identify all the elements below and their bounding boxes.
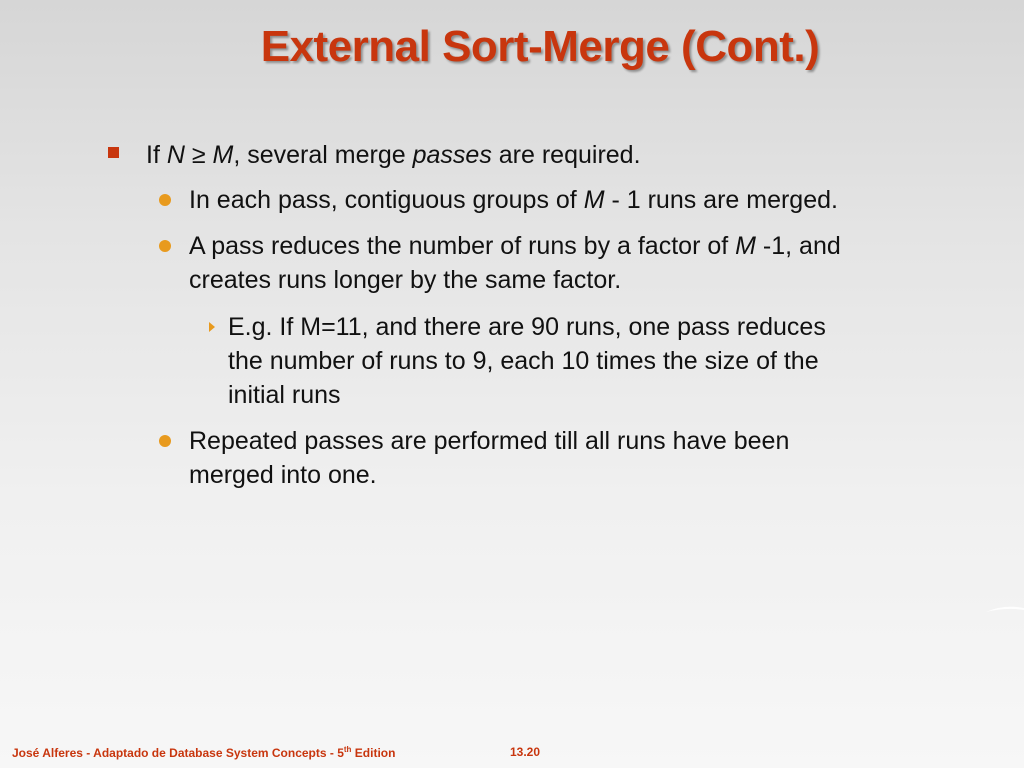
bullet-3-suffix: -1, and	[755, 232, 841, 260]
bullet-1-prefix: If	[146, 141, 167, 169]
bullet-1-suffix: are required.	[491, 141, 641, 169]
var-n: N	[166, 141, 185, 169]
square-bullet-icon	[108, 147, 119, 158]
slide-title: External Sort-Merge (Cont.)	[260, 22, 820, 71]
geq-symbol: ≥	[184, 141, 213, 169]
dot-bullet-icon	[159, 240, 171, 252]
bullet-3-prefix: A pass reduces the number of runs by a factor of	[189, 232, 736, 260]
decorative-swoosh	[984, 600, 1024, 620]
bullet-3-line1	[189, 229, 841, 263]
bullet-4-line1: E.g. If M=11, and there are 90 runs, one pass reduces	[228, 313, 826, 341]
footer-credit-sup: th	[343, 745, 352, 754]
dot-bullet-icon	[159, 194, 171, 206]
footer-credit-suffix: Edition	[351, 746, 396, 760]
bullet-5-line2: merged into one.	[189, 461, 377, 489]
var-m: M	[212, 141, 234, 169]
dot-bullet-icon	[159, 435, 171, 447]
bullet-1-mid: , several merge	[233, 141, 413, 169]
bullet-2-text	[189, 183, 838, 217]
bullet-5-line1: Repeated passes are performed till all runs have been	[189, 427, 790, 455]
var-m: M	[583, 186, 605, 214]
bullet-2-suffix: - 1 runs are merged.	[604, 186, 838, 214]
bullet-2-prefix: In each pass, contiguous groups of	[189, 186, 584, 214]
page-number: 13.20	[510, 745, 541, 759]
footer-credit	[12, 745, 395, 760]
bullet-4-line2: the number of runs to 9, each 10 times the size of the	[228, 347, 819, 375]
passes-italic: passes	[412, 141, 492, 169]
footer-credit-prefix: José Alferes - Adaptado de Database System Concepts - 5	[12, 746, 344, 760]
bullet-4-line3: initial runs	[228, 381, 341, 409]
arrow-bullet-icon	[209, 322, 215, 332]
bullet-1-text	[146, 138, 641, 172]
bullet-3-line2: creates runs longer by the same factor.	[189, 266, 622, 294]
var-m: M	[735, 232, 756, 260]
